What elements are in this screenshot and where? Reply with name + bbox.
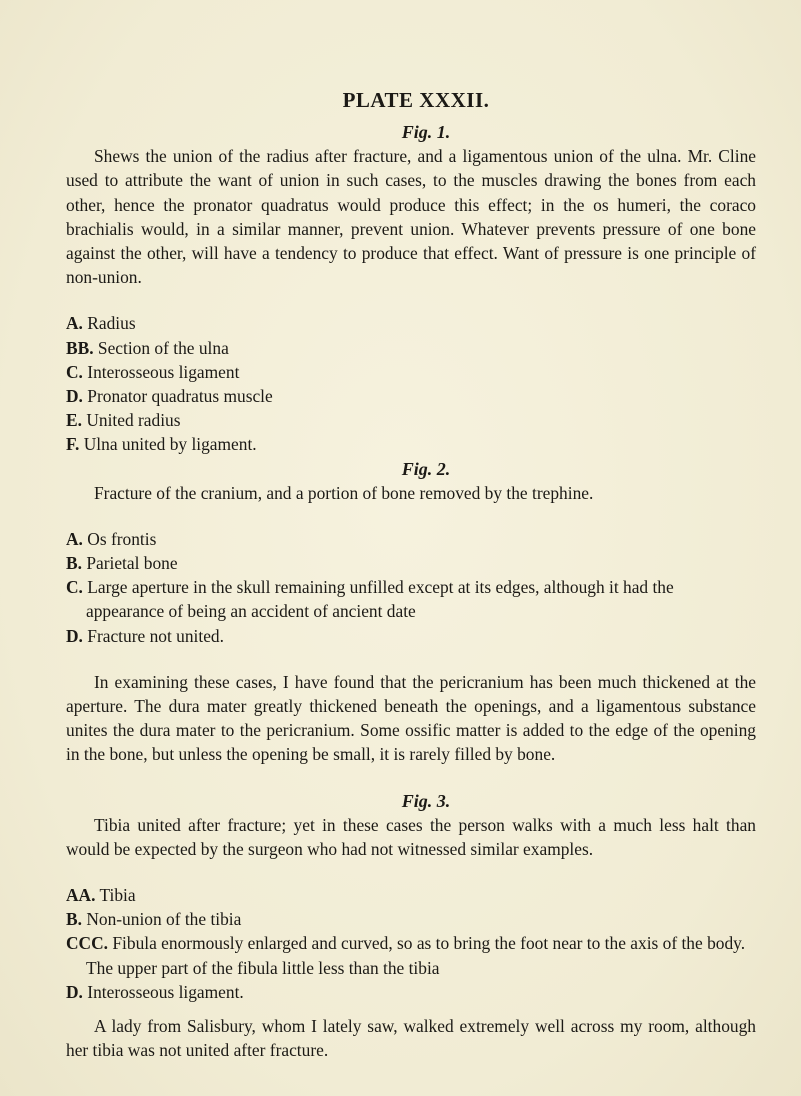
legend-item <box>66 311 756 335</box>
legend-text: Tibia <box>99 885 136 906</box>
legend-text: Fracture not united. <box>87 625 224 646</box>
plate-title: PLATE XXXII. <box>342 88 490 112</box>
legend-item <box>66 432 756 456</box>
fig1-description: Shews the union of the radius after fracture, and a ligamentous union of the ulna. Mr. Cline used to attribute the want of union in such cases, to the muscles drawing the bones from each other, hence the pronator quadratus would produce this effect; in the os humeri, the coraco brachialis would, in a similar manner, prevent union. Whatever prevents pressure of one bone against the other, will have a tendency to produce that effect. Want of pressure is one principle of non-union. <box>66 146 756 288</box>
legend-item <box>66 360 756 384</box>
legend-letter: F. <box>66 434 80 455</box>
legend-letter: AA. <box>66 885 96 906</box>
fig2-description: Fracture of the cranium, and a portion of bone removed by the trephine. <box>94 482 594 503</box>
fig3-heading: Fig. 3. <box>401 790 451 811</box>
fig3-legend <box>66 883 756 1004</box>
fig3-description: Tibia united after fracture; yet in these cases the person walks with a much less halt than would be expected by the surgeon who had not witnessed similar examples. <box>66 814 756 859</box>
legend-item <box>66 551 756 575</box>
legend-letter: C. <box>66 577 83 598</box>
fig2-section <box>66 457 756 767</box>
fig1-heading: Fig. 1. <box>401 122 451 143</box>
legend-text: Parietal bone <box>86 553 178 574</box>
legend-item <box>66 575 756 623</box>
fig3-note: A lady from Salisbury, whom I lately saw, walked extremely well across my room, although her tibia was not united after fracture. <box>66 1016 756 1061</box>
legend-item <box>66 384 756 408</box>
legend-text: Interosseous ligament. <box>87 981 244 1002</box>
legend-letter: A. <box>66 313 83 334</box>
legend-text: Fibula enormously enlarged and curved, so as to bring the foot near to the axis of the body. The upper part of the fibula little less than the tibia <box>86 933 746 978</box>
legend-text: Ulna united by ligament. <box>83 434 257 455</box>
legend-item <box>66 883 756 907</box>
legend-text: Large aperture in the skull remaining unfilled except at its edges, although it had the appearance of being an accident of ancient date <box>86 577 674 622</box>
legend-item <box>66 931 756 979</box>
legend-text: Os frontis <box>87 528 157 549</box>
legend-text: Interosseous ligament <box>87 361 240 382</box>
legend-letter: C. <box>66 361 83 382</box>
legend-item <box>66 408 756 432</box>
legend-letter: E. <box>66 410 82 431</box>
legend-text: United radius <box>86 410 181 431</box>
fig1-section <box>66 120 756 456</box>
legend-letter: D. <box>66 625 83 646</box>
legend-letter: D. <box>66 386 83 407</box>
fig2-legend <box>66 527 756 648</box>
legend-item <box>66 907 756 931</box>
legend-text: Radius <box>87 313 136 334</box>
legend-letter: D. <box>66 981 83 1002</box>
legend-item <box>66 980 756 1004</box>
legend-item <box>66 336 756 360</box>
fig2-note: In examining these cases, I have found that the pericranium has been much thickened at the aperture. The dura mater greatly thickened beneath the openings, and a ligamentous substance unites the dura mater to the pericranium. Some ossific matter is added to the edge of the opening in the bone, but unless the opening be small, it is rarely filled by bone. <box>66 671 756 765</box>
legend-text: Pronator quadratus muscle <box>87 386 273 407</box>
legend-text: Non-union of the tibia <box>86 909 242 930</box>
legend-item <box>66 527 756 551</box>
legend-letter: B. <box>66 909 82 930</box>
legend-text: Section of the ulna <box>97 337 229 358</box>
legend-letter: BB. <box>66 337 94 358</box>
fig2-heading: Fig. 2. <box>401 458 451 479</box>
document-body <box>66 88 756 1063</box>
legend-letter: B. <box>66 553 82 574</box>
legend-letter: A. <box>66 528 83 549</box>
legend-letter: CCC. <box>66 933 109 954</box>
fig1-legend <box>66 311 756 456</box>
legend-item <box>66 624 756 648</box>
fig3-section <box>66 789 756 1063</box>
